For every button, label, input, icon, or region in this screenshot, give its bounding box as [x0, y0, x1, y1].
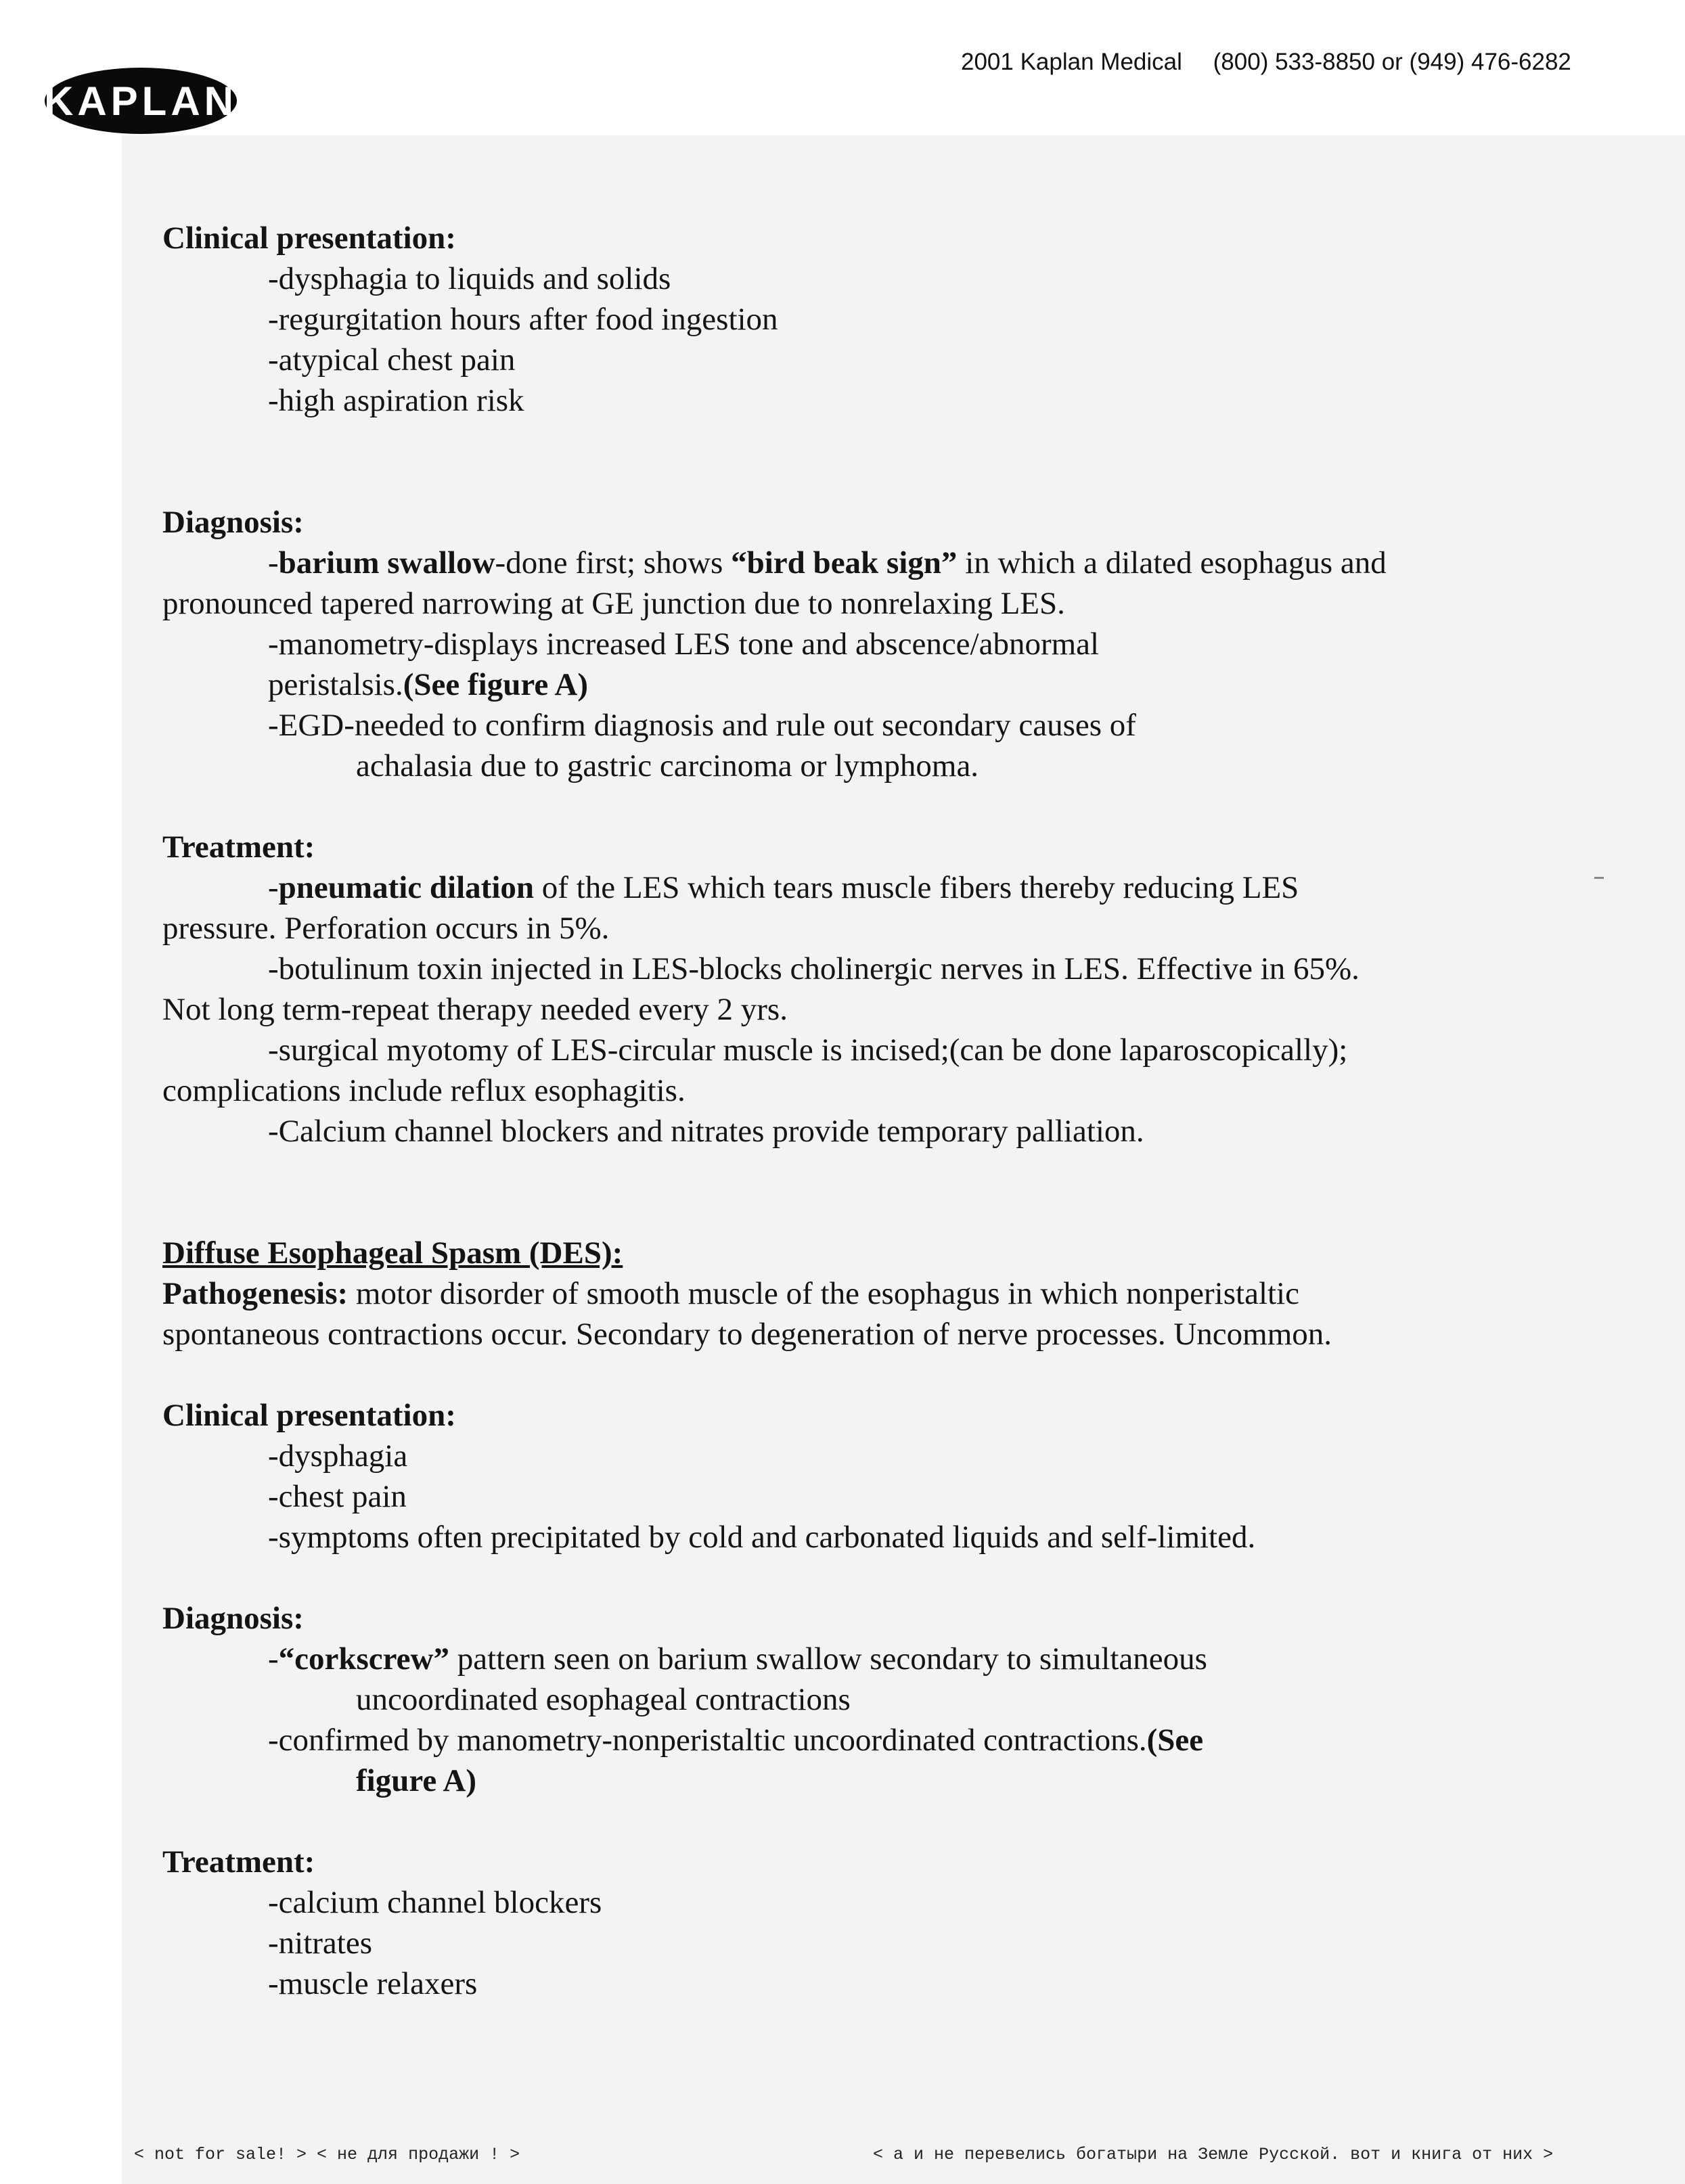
kaplan-logo: KAPLAN — [45, 68, 237, 134]
des-treatment-item: -calcium channel blockers — [268, 1885, 602, 1920]
bold-term: barium swallow — [278, 545, 495, 581]
figure-reference: figure A) — [356, 1763, 476, 1798]
figure-reference: (See — [1146, 1723, 1204, 1758]
des-title: Diffuse Esophageal Spasm (DES): — [162, 1235, 623, 1271]
achalasia-clinical-item: -regurgitation hours after food ingestion — [268, 302, 778, 337]
achalasia-treatment-item: -botulinum toxin injected in LES-blocks cholinergic nerves in LES. Effective in 65%. — [268, 951, 1360, 986]
des-diagnosis-item: -“corkscrew” pattern seen on barium swallow secondary to simultaneous — [268, 1641, 1207, 1677]
achalasia-clinical-heading: Clinical presentation: — [162, 221, 456, 256]
achalasia-treatment-continuation: complications include reflux esophagitis. — [162, 1073, 686, 1108]
des-diagnosis-heading: Diagnosis: — [162, 1601, 304, 1636]
achalasia-diagnosis-item: -manometry-displays increased LES tone and abscence/abnormal — [268, 627, 1100, 662]
header-phones: (800) 533-8850 or (949) 476-6282 — [1213, 49, 1571, 75]
des-clinical-item: -symptoms often precipitated by cold and carbonated liquids and self-limited. — [268, 1520, 1256, 1555]
achalasia-diagnosis-item: -EGD-needed to confirm diagnosis and rule out secondary causes of — [268, 708, 1136, 743]
footer-left-note: < not for sale! > < не для продажи ! > — [134, 2145, 520, 2164]
des-treatment-item: -nitrates — [268, 1926, 372, 1961]
des-treatment-heading: Treatment: — [162, 1844, 315, 1880]
achalasia-treatment-item: -surgical myotomy of LES-circular muscle is incised;(can be done laparoscopically); — [268, 1032, 1348, 1068]
achalasia-treatment-continuation: Not long term-repeat therapy needed every 2 yrs. — [162, 992, 788, 1027]
des-treatment-item: -muscle relaxers — [268, 1966, 478, 2001]
achalasia-treatment-heading: Treatment: — [162, 829, 315, 865]
des-pathogenesis-continuation: spontaneous contractions occur. Secondary to degeneration of nerve processes. Uncommon. — [162, 1317, 1332, 1352]
achalasia-diagnosis-continuation: achalasia due to gastric carcinoma or lymphoma. — [356, 748, 979, 783]
bold-term: “bird beak sign” — [731, 545, 958, 581]
des-diagnosis-item: -confirmed by manometry-nonperistaltic uncoordinated contractions.(See — [268, 1723, 1204, 1758]
achalasia-treatment-item: -Calcium channel blockers and nitrates provide temporary palliation. — [268, 1114, 1144, 1149]
page-header — [961, 49, 1638, 76]
header-org: 2001 Kaplan Medical — [961, 49, 1182, 75]
des-clinical-item: -chest pain — [268, 1479, 407, 1514]
achalasia-diagnosis-item: -barium swallow-done first; shows “bird beak sign” in which a dilated esophagus and — [268, 545, 1387, 581]
achalasia-clinical-item: -dysphagia to liquids and solids — [268, 261, 671, 296]
achalasia-clinical-item: -atypical chest pain — [268, 342, 516, 378]
achalasia-diagnosis-continuation: pronounced tapered narrowing at GE junction due to nonrelaxing LES. — [162, 586, 1065, 621]
achalasia-clinical-item: -high aspiration risk — [268, 383, 524, 418]
des-clinical-heading: Clinical presentation: — [162, 1398, 456, 1433]
des-diagnosis-continuation: uncoordinated esophageal contractions — [356, 1682, 851, 1717]
achalasia-treatment-item: -pneumatic dilation of the LES which tears muscle fibers thereby reducing LES — [268, 870, 1299, 905]
achalasia-diagnosis-continuation: peristalsis.(See figure A) — [268, 667, 588, 702]
footer-right-note: < а и не перевелись богатыри на Земле Русской. вот и книга от них > — [873, 2145, 1554, 2164]
stray-mark — [1594, 877, 1604, 879]
achalasia-treatment-continuation: pressure. Perforation occurs in 5%. — [162, 911, 610, 946]
document-body — [162, 218, 1516, 2004]
bold-term: pneumatic dilation — [278, 870, 535, 905]
des-clinical-item: -dysphagia — [268, 1438, 408, 1474]
pathogenesis-label: Pathogenesis: — [162, 1276, 349, 1311]
des-pathogenesis: Pathogenesis: motor disorder of smooth muscle of the esophagus in which nonperistaltic — [162, 1276, 1299, 1311]
achalasia-diagnosis-heading: Diagnosis: — [162, 505, 304, 540]
figure-reference: (See figure A) — [403, 667, 588, 702]
bold-term: “corkscrew” — [278, 1641, 449, 1677]
